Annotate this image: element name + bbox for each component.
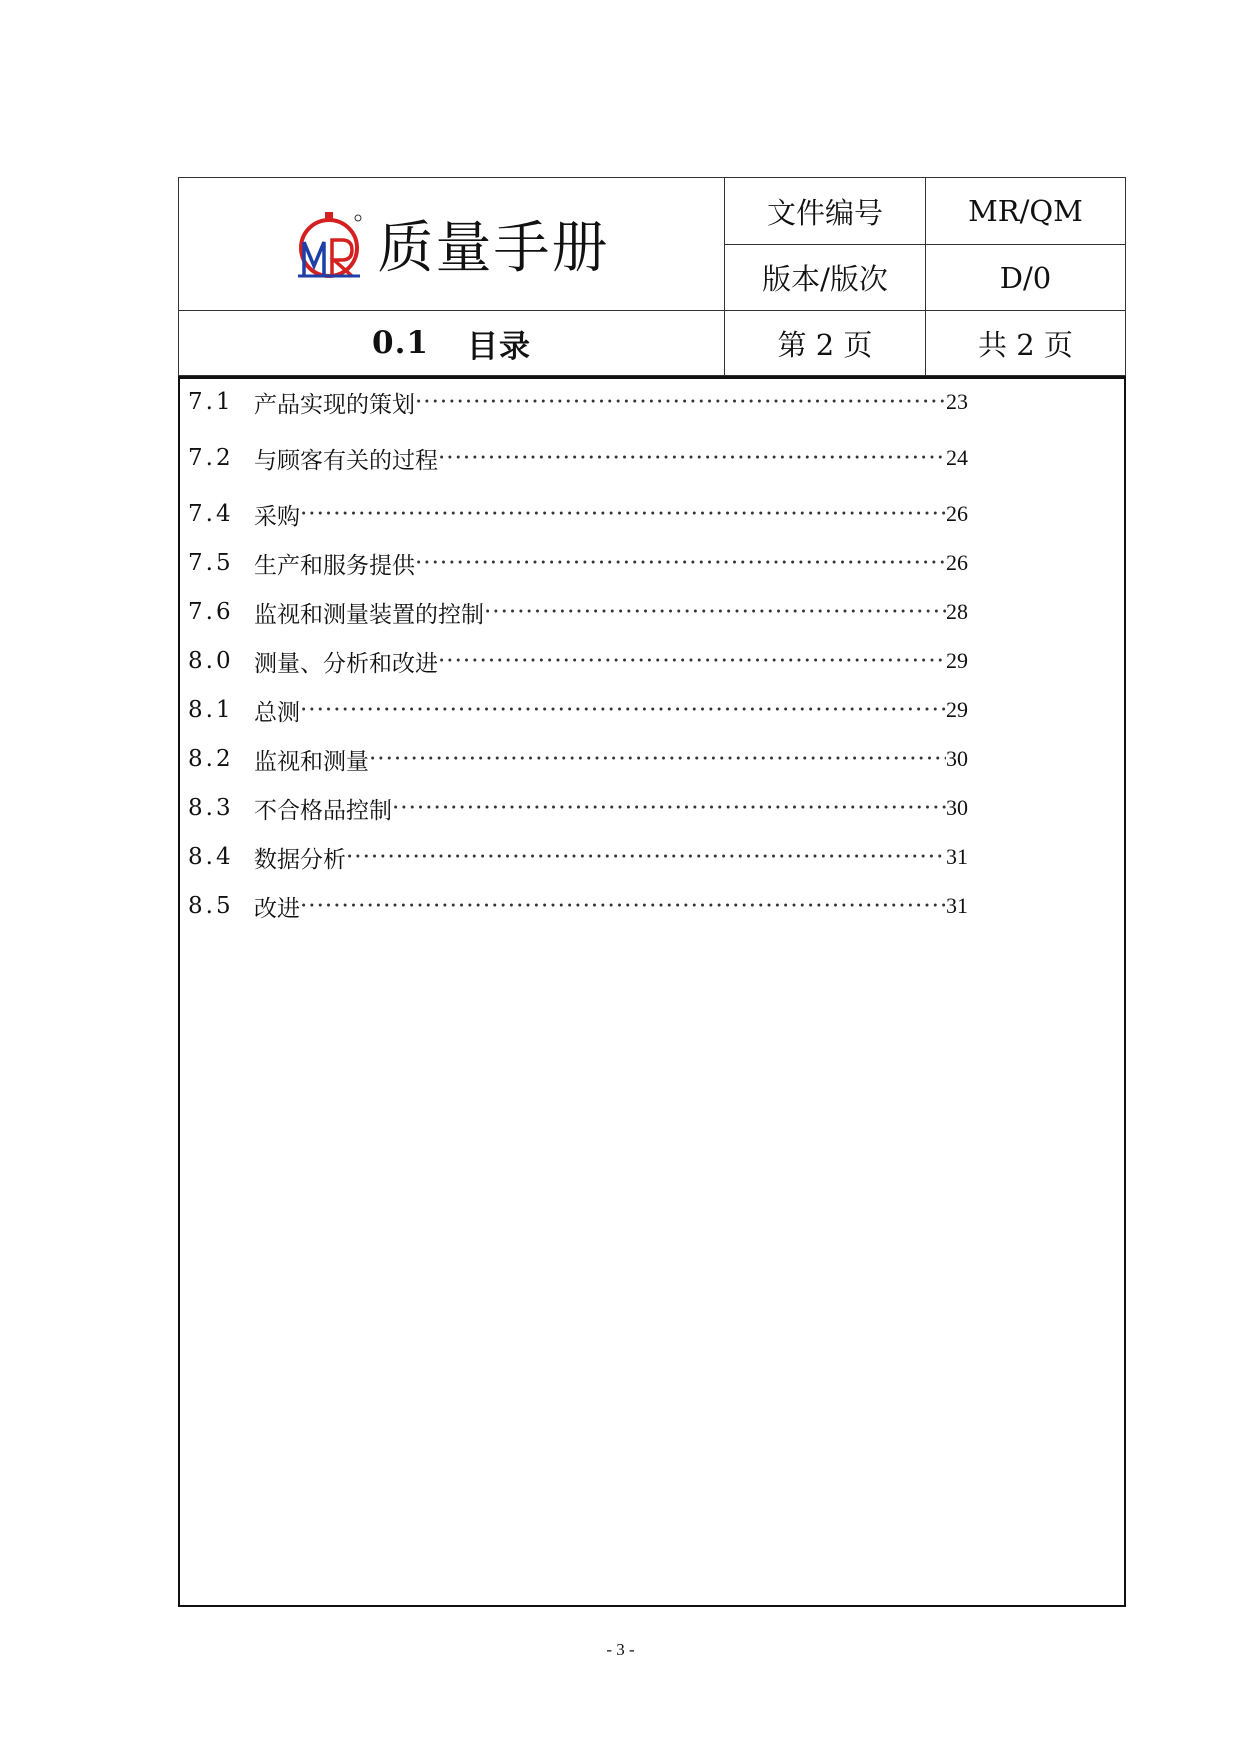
toc-leader bbox=[438, 648, 946, 674]
page-label: 第 2 页 bbox=[777, 327, 873, 362]
doc-no-value: MR/QM bbox=[968, 194, 1083, 228]
toc-page: 26 bbox=[946, 501, 968, 526]
toc-title: 监视和测量装置的控制 bbox=[254, 601, 484, 628]
toc-number: 8.3 bbox=[188, 795, 234, 821]
toc-entry[interactable] bbox=[188, 643, 968, 679]
toc-entry[interactable] bbox=[188, 384, 968, 420]
toc-entry[interactable] bbox=[188, 440, 968, 476]
toc-leader bbox=[392, 795, 946, 821]
toc-number: 7.5 bbox=[188, 550, 234, 576]
toc-title: 不合格品控制 bbox=[254, 797, 392, 824]
toc-number: 7.2 bbox=[188, 445, 234, 471]
toc-leader bbox=[369, 746, 946, 772]
header-logo bbox=[179, 178, 724, 310]
toc-leader bbox=[484, 599, 946, 625]
toc-leader bbox=[346, 844, 946, 870]
toc-leader bbox=[300, 697, 946, 723]
toc-number: 8.4 bbox=[188, 844, 234, 870]
toc-title: 采购 bbox=[254, 503, 300, 530]
toc-number: 7.4 bbox=[188, 501, 234, 527]
toc-entry[interactable] bbox=[188, 741, 968, 777]
toc-page: 31 bbox=[946, 844, 968, 869]
toc-page: 29 bbox=[946, 648, 968, 673]
toc-page: 30 bbox=[946, 746, 968, 771]
toc-page: 26 bbox=[946, 550, 968, 575]
toc-entry[interactable] bbox=[188, 790, 968, 826]
toc-page: 29 bbox=[946, 697, 968, 722]
toc-entry[interactable] bbox=[188, 839, 968, 875]
toc-title: 数据分析 bbox=[254, 846, 346, 873]
toc-title: 总测 bbox=[254, 699, 300, 726]
toc-page: 31 bbox=[946, 893, 968, 918]
toc-title: 产品实现的策划 bbox=[254, 391, 415, 418]
toc-leader bbox=[300, 501, 946, 527]
toc-leader bbox=[415, 550, 946, 576]
toc-page: 30 bbox=[946, 795, 968, 820]
toc-number: 8.1 bbox=[188, 697, 234, 723]
toc-title: 生产和服务提供 bbox=[254, 552, 415, 579]
section-title: 目录 bbox=[466, 328, 531, 365]
toc-title: 与顾客有关的过程 bbox=[254, 447, 438, 474]
toc-page: 24 bbox=[946, 445, 968, 470]
toc-entry[interactable] bbox=[188, 496, 968, 532]
toc-number: 7.6 bbox=[188, 599, 234, 625]
toc-number: 8.0 bbox=[188, 648, 234, 674]
section-number: 0.1 bbox=[372, 325, 429, 361]
document-header bbox=[178, 177, 1126, 376]
toc-leader bbox=[300, 893, 946, 919]
toc-entry[interactable] bbox=[188, 888, 968, 924]
toc-entry[interactable] bbox=[188, 545, 968, 581]
mr-logo-icon bbox=[294, 208, 364, 280]
toc-title: 测量、分析和改进 bbox=[254, 650, 438, 677]
version-value: D/0 bbox=[999, 260, 1052, 295]
section-heading bbox=[179, 311, 724, 375]
toc-page: 23 bbox=[946, 389, 968, 414]
toc-title: 改进 bbox=[254, 895, 300, 922]
toc-number: 8.5 bbox=[188, 893, 234, 919]
toc-leader bbox=[415, 389, 946, 415]
total-pages-label: 共 2 页 bbox=[978, 327, 1073, 362]
toc-leader bbox=[438, 445, 946, 471]
toc-title: 监视和测量 bbox=[254, 748, 369, 775]
page-footer-number: - 3 - bbox=[606, 1640, 635, 1659]
toc-number: 7.1 bbox=[188, 389, 234, 415]
toc-page: 28 bbox=[946, 599, 968, 624]
toc-number: 8.2 bbox=[188, 746, 234, 772]
toc-entry[interactable] bbox=[188, 594, 968, 630]
manual-title: 质量手册 bbox=[377, 216, 610, 281]
toc-entry[interactable] bbox=[188, 692, 968, 728]
doc-no-label: 文件编号 bbox=[766, 195, 883, 230]
version-label: 版本/版次 bbox=[762, 262, 888, 296]
